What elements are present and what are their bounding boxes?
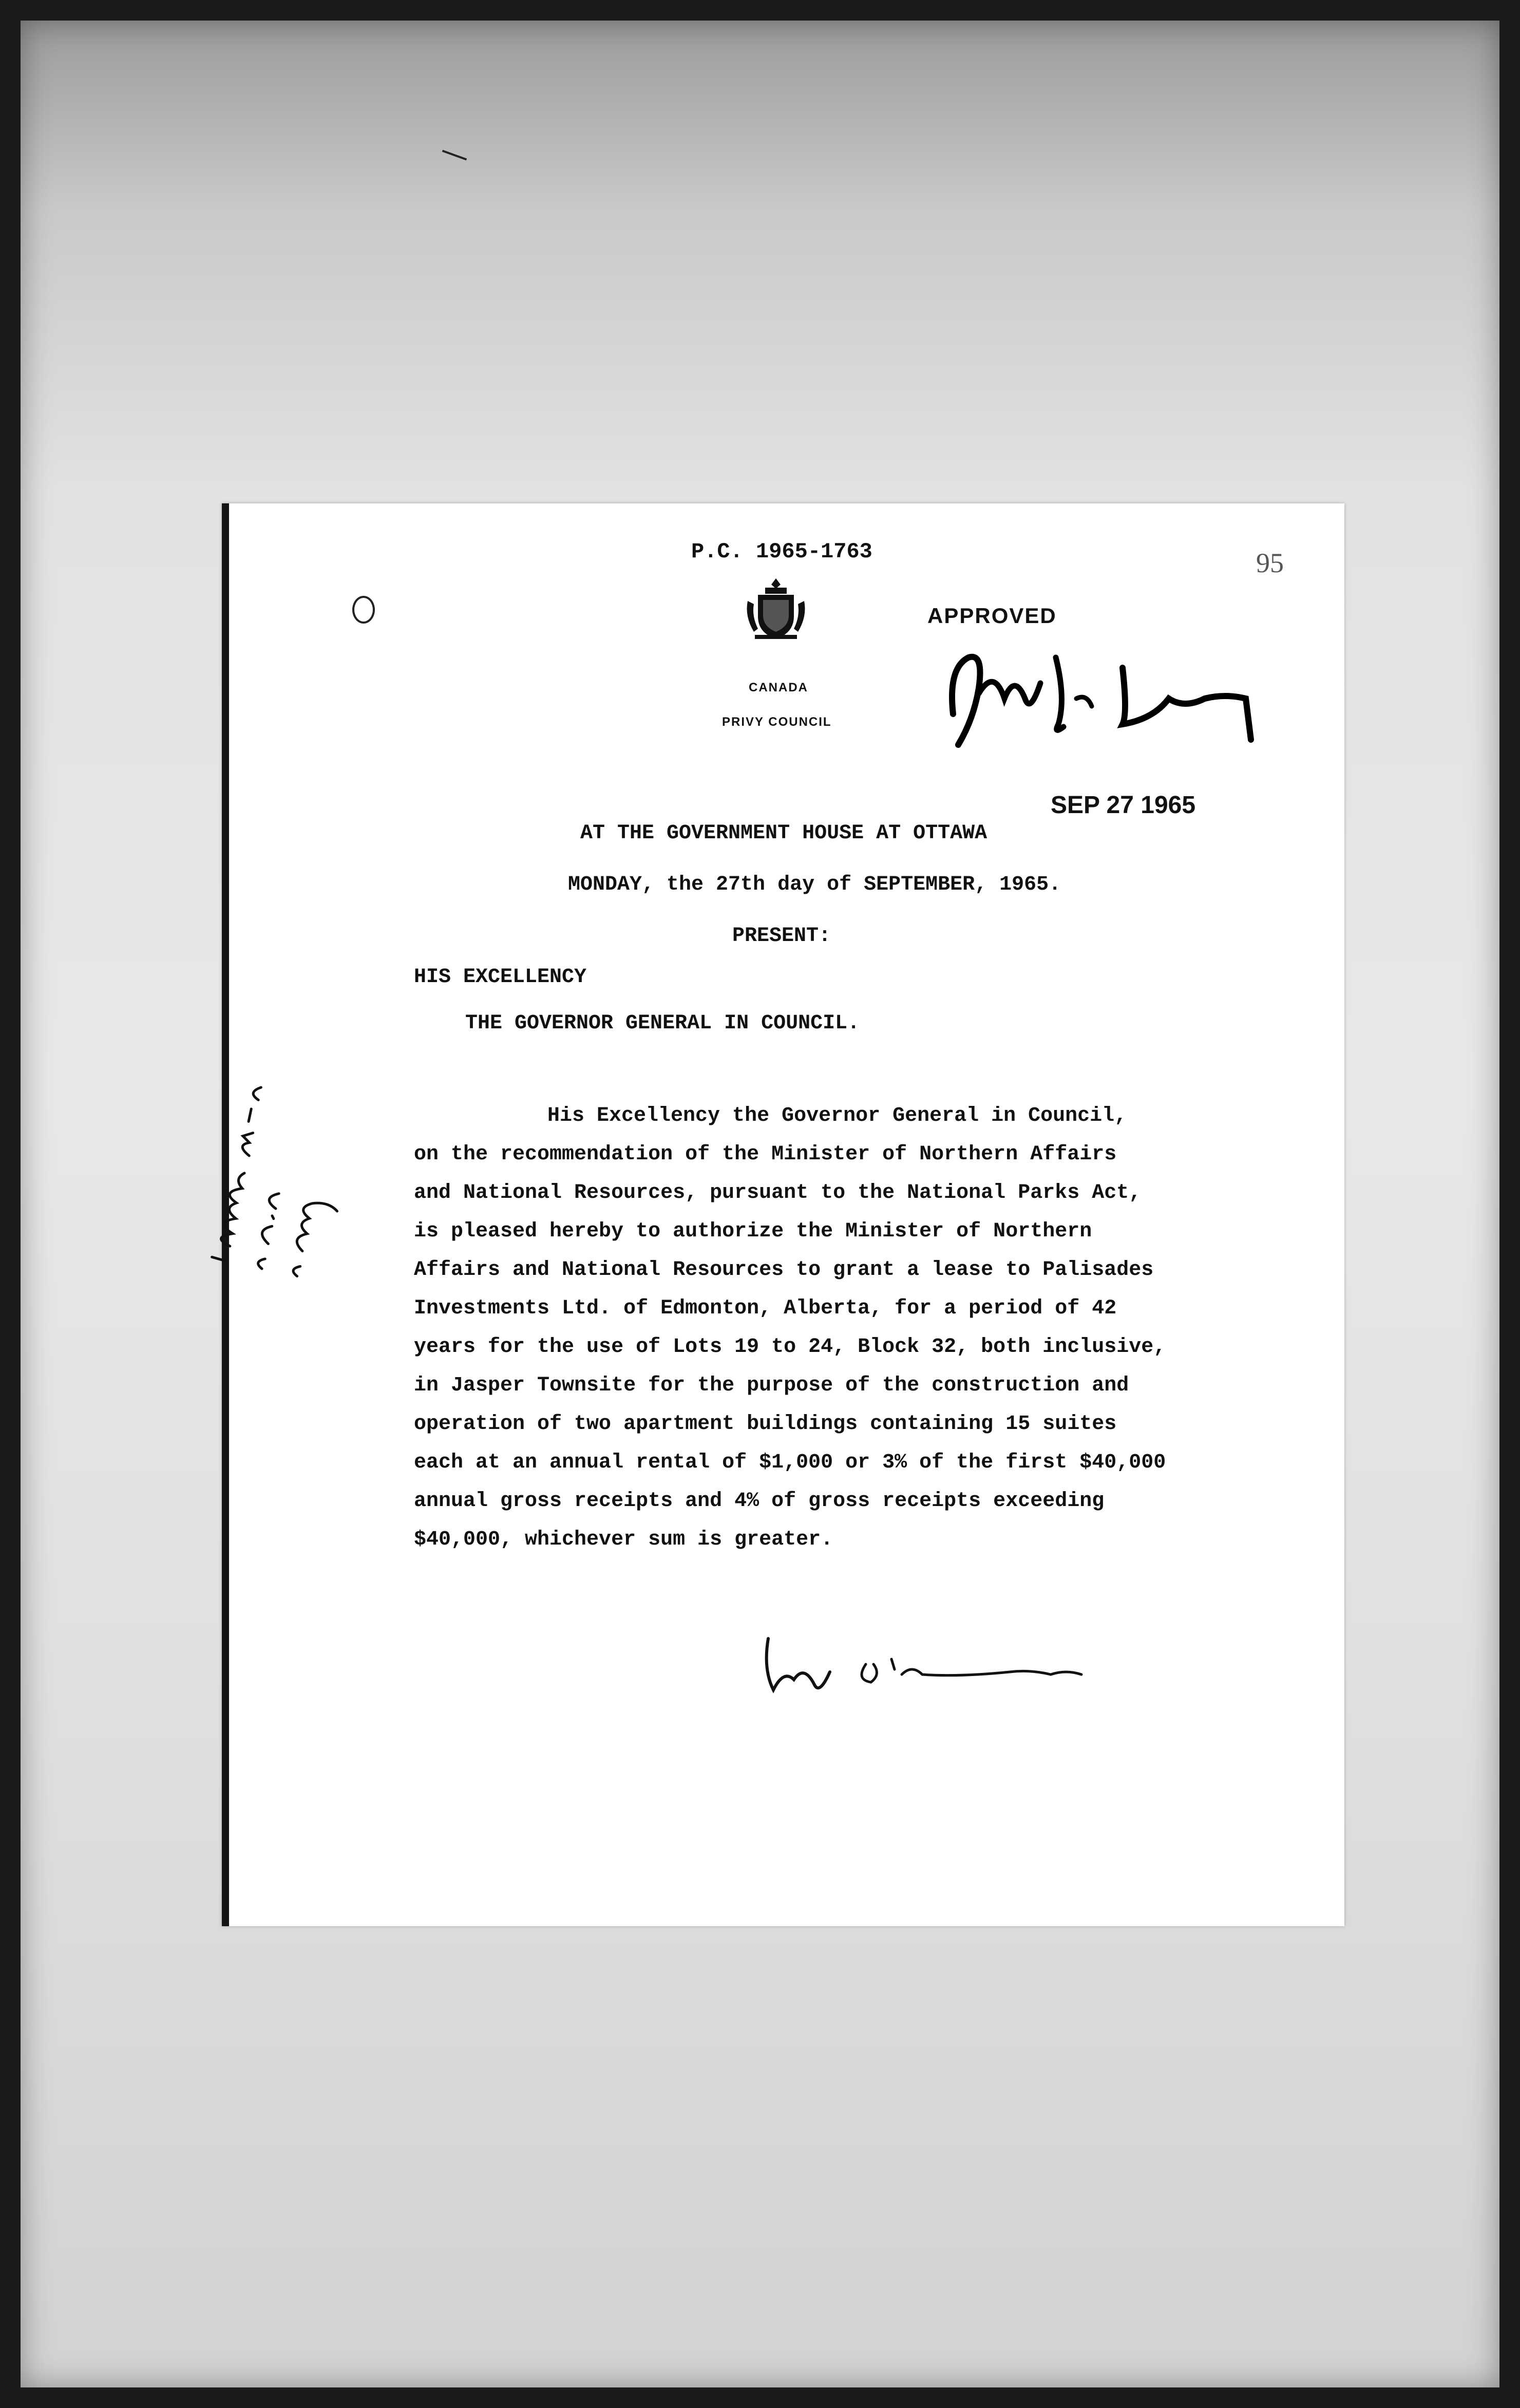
office-name: PRIVY COUNCIL (722, 715, 832, 729)
approved-label: APPROVED (927, 604, 1057, 628)
privy-council-order-page (222, 503, 1344, 1926)
addressee-line-2: THE GOVERNOR GENERAL IN COUNCIL. (465, 1012, 860, 1035)
date-line: MONDAY, the 27th day of SEPTEMBER, 1965. (568, 873, 1061, 896)
body-line: and National Resources, pursuant to the National Parks Act, (414, 1181, 1142, 1205)
crest-caption: CANADA (749, 681, 808, 694)
body-line: years for the use of Lots 19 to 24, Block 32, both inclusive, (414, 1335, 1166, 1359)
handwritten-margin-note (205, 1048, 339, 1294)
clerk-signature (743, 1623, 1112, 1705)
location-heading: AT THE GOVERNMENT HOUSE AT OTTAWA (580, 822, 987, 845)
approval-date-stamp: SEP 27 1965 (1051, 792, 1196, 819)
body-line: Affairs and National Resources to grant a lease to Palisades (414, 1258, 1154, 1282)
body-line: operation of two apartment buildings containing 15 suites (414, 1413, 1117, 1436)
punch-hole (352, 596, 375, 624)
film-scratch (442, 150, 467, 161)
addressee-line-1: HIS EXCELLENCY (414, 966, 587, 989)
body-line: $40,000, whichever sum is greater. (414, 1528, 833, 1551)
body-line: His Excellency the Governor General in Council, (547, 1104, 1127, 1127)
order-number: P.C. 1965-1763 (691, 539, 872, 564)
body-line: each at an annual rental of $1,000 or 3% of the first $40,000 (414, 1451, 1166, 1474)
body-line: in Jasper Townsite for the purpose of the construction and (414, 1374, 1129, 1397)
body-line: on the recommendation of the Minister of Northern Affairs (414, 1143, 1117, 1166)
governor-general-signature (938, 637, 1277, 755)
page-number: 95 (1256, 548, 1284, 578)
body-line: Investments Ltd. of Edmonton, Alberta, for a period of 42 (414, 1297, 1117, 1320)
canada-coat-of-arms-icon (743, 575, 809, 642)
microfilm-frame (21, 21, 1499, 2387)
present-label: PRESENT: (732, 925, 831, 948)
body-line: annual gross receipts and 4% of gross receipts exceeding (414, 1490, 1105, 1513)
body-line: is pleased hereby to authorize the Minister of Northern (414, 1220, 1092, 1243)
